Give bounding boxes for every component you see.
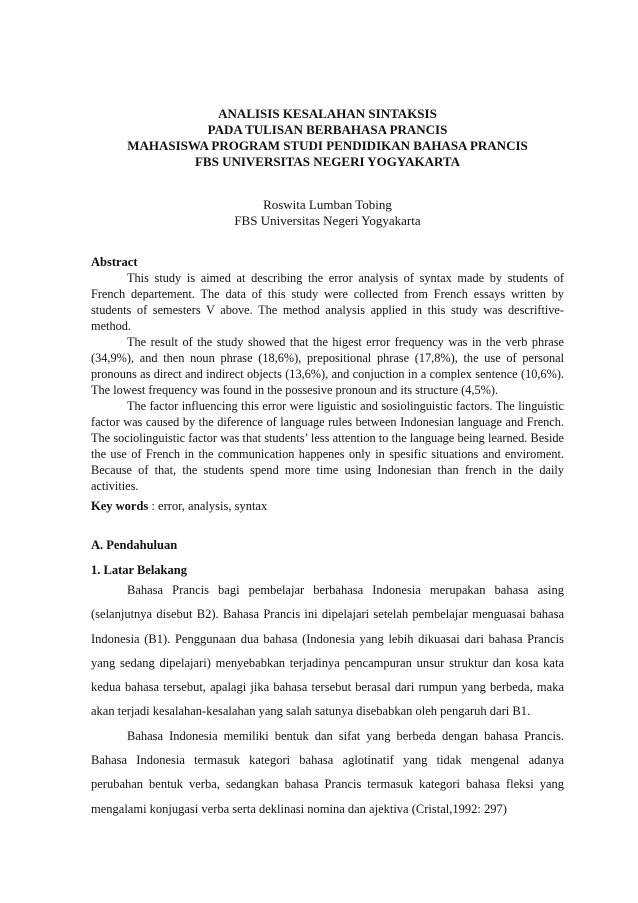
title-line: ANALISIS KESALAHAN SINTAKSIS: [218, 106, 437, 121]
keywords-label: Key words: [91, 499, 149, 513]
section-introduction: [91, 537, 564, 821]
abstract-paragraph: This study is aimed at describing the error analysis of syntax made by students of French departement. The data of this study were collected from French essays written by students of semesters V above. The method analysis applied in this study was descriftive-method.: [91, 271, 564, 333]
paper-title: [91, 106, 564, 170]
subsection-heading: 1. Latar Belakang: [91, 563, 187, 577]
title-line: MAHASISWA PROGRAM STUDI PENDIDIKAN BAHASA PRANCIS: [127, 138, 528, 153]
abstract-heading: Abstract: [91, 255, 138, 269]
body-paragraph: Bahasa Prancis bagi pembelajar berbahasa Indonesia merupakan bahasa asing (selanjutnya disebut B2). Bahasa Prancis ini dipelajari setelah pembelajar menguasai bahasa Indonesia (B1). Penggunaan dua bahasa (Indonesia yang lebih dikuasai dari bahasa Prancis yang sedang dipelajari) menyebabkan terjadinya pencampuran unsur struktur dan kosa kata kedua bahasa tersebut, apalagi jika bahasa tersebut berasal dari rumpun yang berbeda, maka akan terjadi kesalahan-kesalahan yang salah satunya disebabkan oleh pengaruh dari B1.: [91, 583, 564, 719]
author-name: Roswita Lumban Tobing: [263, 197, 392, 212]
body-paragraph: Bahasa Indonesia memiliki bentuk dan sifat yang berbeda dengan bahasa Prancis. Bahasa Indonesia termasuk kategori bahasa aglotinatif yang tidak mengenal adanya perubahan bentuk verba, sedangkan bahasa Prancis termasuk kategori bahasa fleksi yang mengalami konjugasi verba serta deklinasi nomina dan ajektiva (Cristal,1992: 297): [91, 728, 564, 816]
abstract-paragraph: The factor influencing this error were liguistic and sosiolinguistic factors. The linguistic factor was caused by the diference of language rules between Indonesian language and French. The sociolinguistic factor was that students’ less attention to the language being learned. Beside the use of French in the communication happenes only in spesific situations and enviroment. Because of that, the students spend more time using Indonesian than french in the daily activities.: [91, 399, 564, 493]
abstract-paragraph: The result of the study showed that the higest error frequency was in the verb phrase (34,9%), and then noun phrase (18,6%), prepositional phrase (17,8%), the use of personal pronouns as direct and indirect objects (13,6%), and conjuction in a complex sentence (10,6%). The lowest frequency was found in the possesive pronoun and its structure (4,5%).: [91, 335, 564, 397]
title-line: FBS UNIVERSITAS NEGERI YOGYAKARTA: [194, 154, 460, 169]
abstract: [91, 254, 564, 494]
keywords: [91, 498, 564, 514]
section-heading: A. Pendahuluan: [91, 538, 178, 552]
author-affiliation: FBS Universitas Negeri Yogyakarta: [234, 213, 421, 228]
title-line: PADA TULISAN BERBAHASA PRANCIS: [207, 122, 448, 137]
author-block: [91, 197, 564, 229]
keywords-text: : error, analysis, syntax: [148, 499, 268, 513]
